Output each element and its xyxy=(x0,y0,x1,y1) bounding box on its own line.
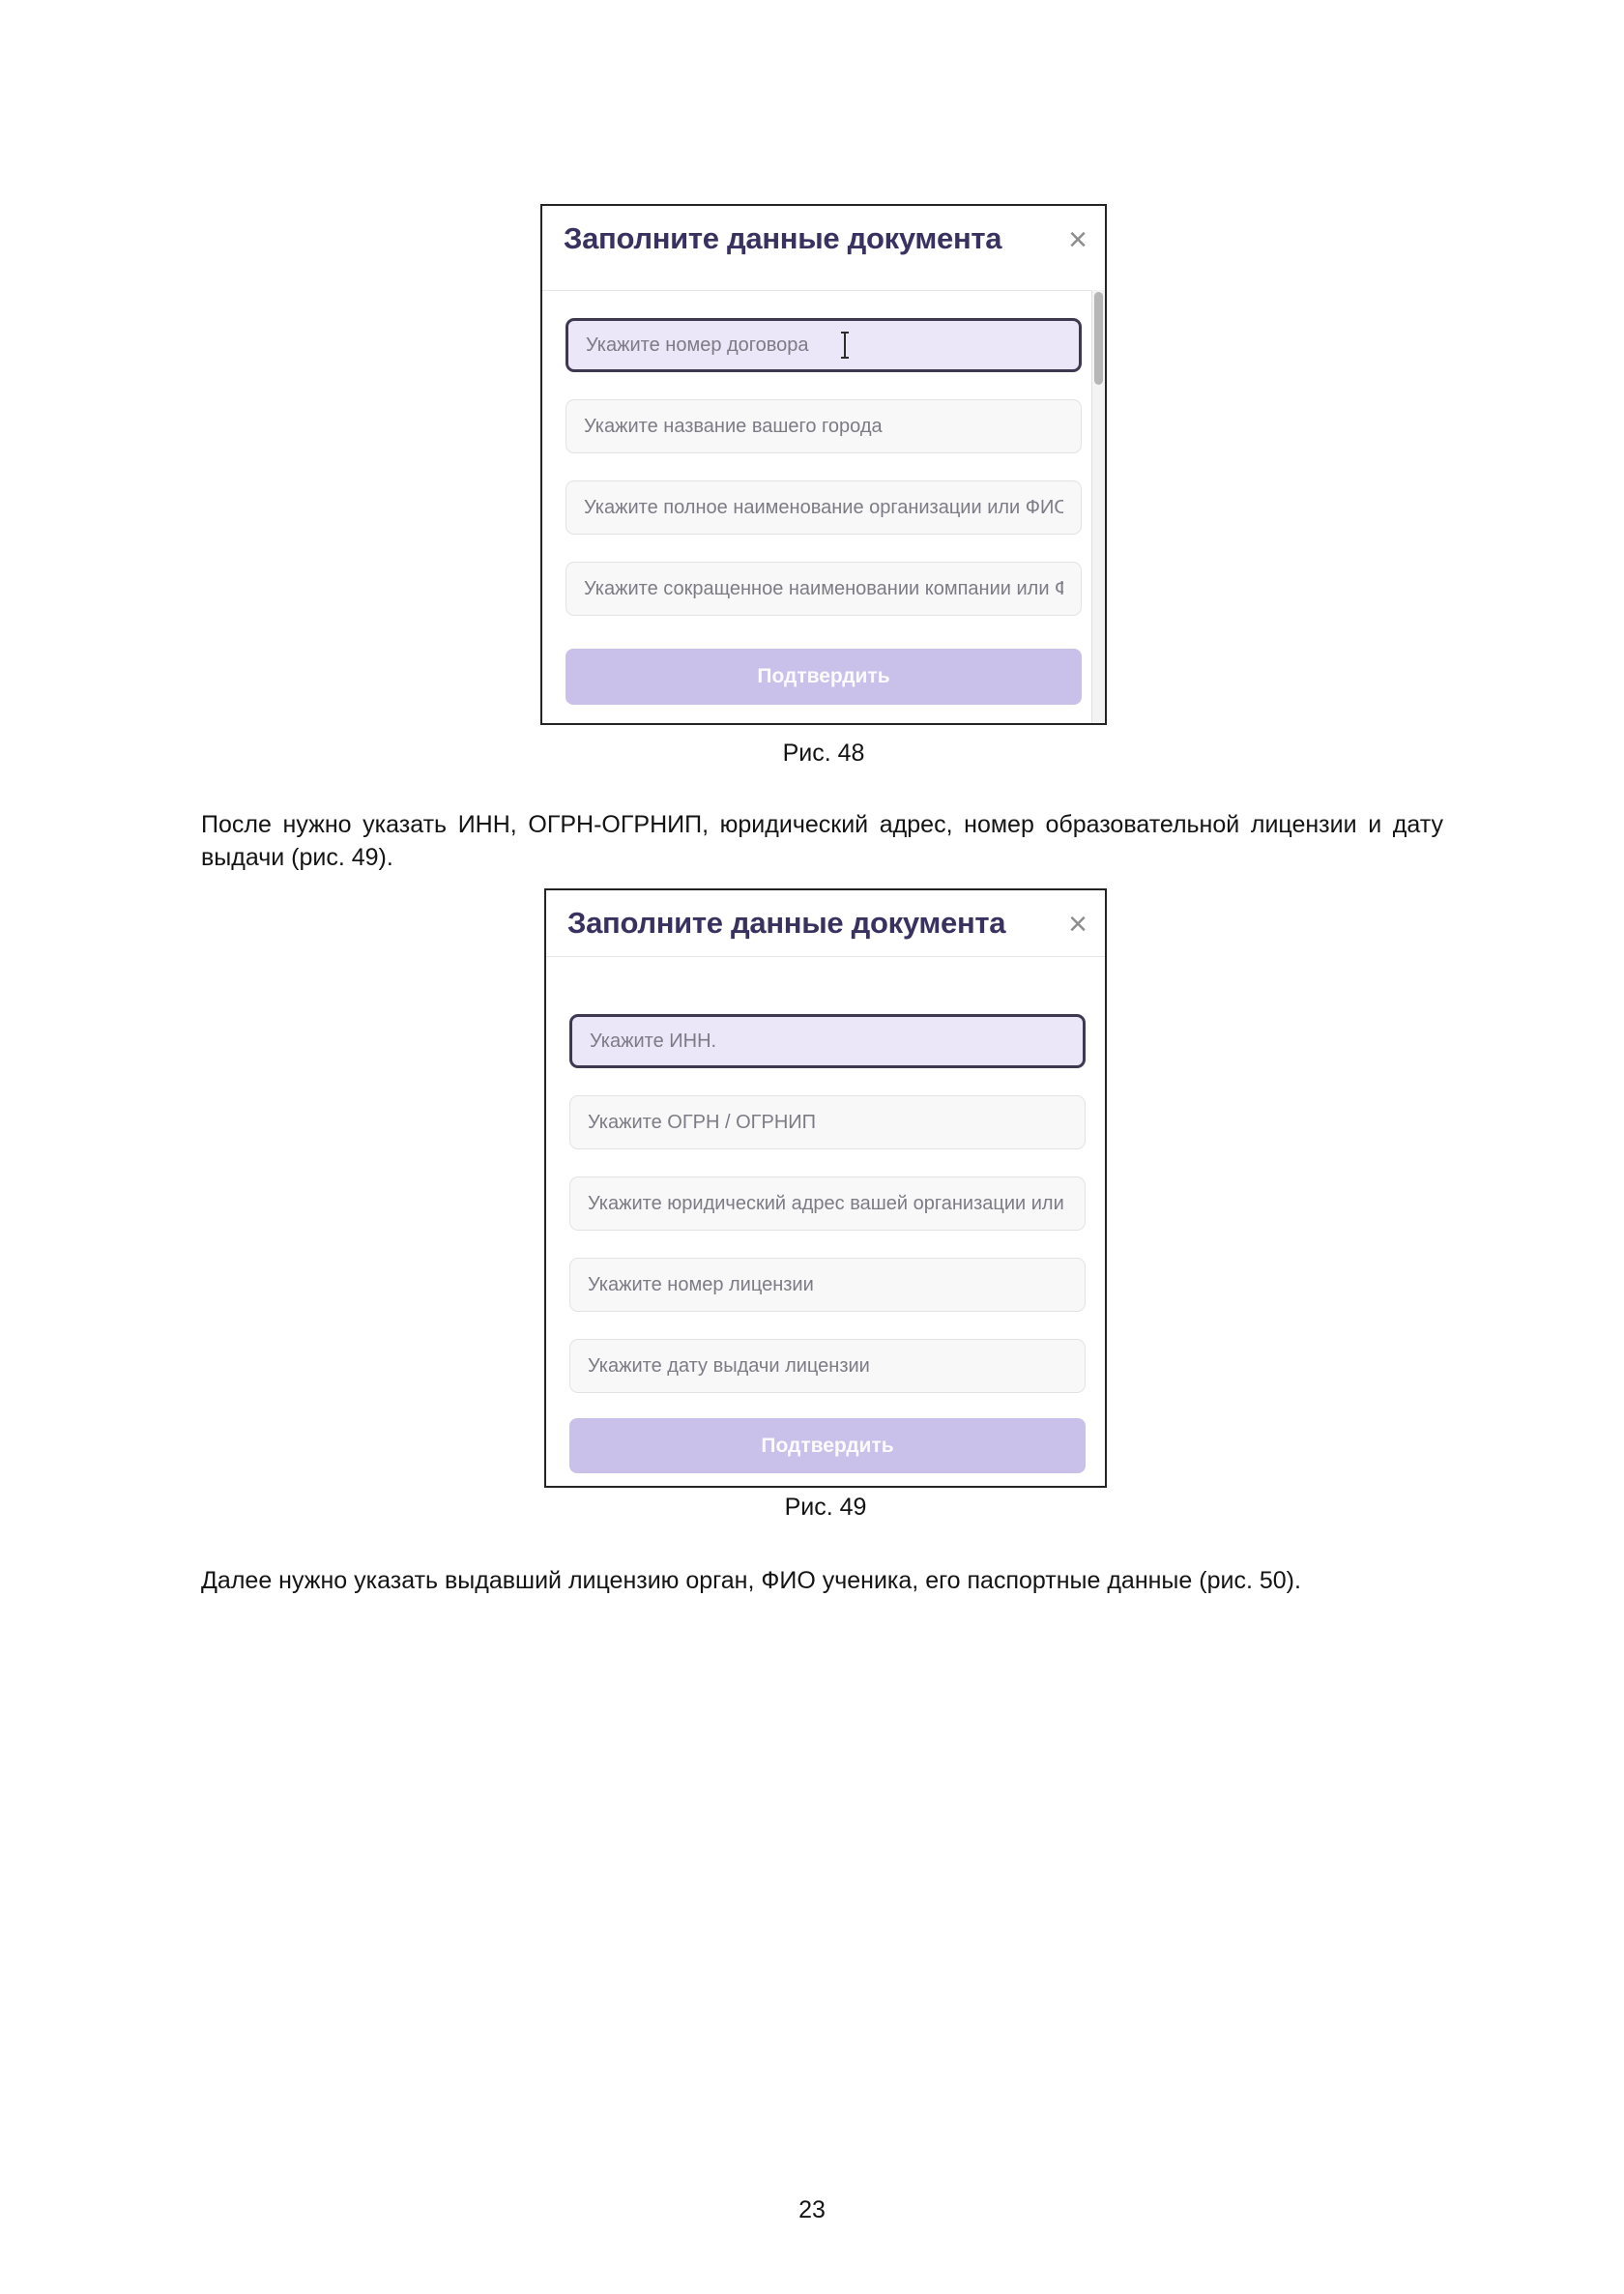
license-date-input[interactable] xyxy=(569,1339,1086,1393)
form-fields xyxy=(569,1014,1086,1420)
body-paragraph-1: После нужно указать ИНН, ОГРН-ОГРНИП, юридический адрес, номер образовательной лицензии и дату выдачи (рис. 49). xyxy=(201,811,1443,871)
header-divider xyxy=(542,290,1105,291)
city-input[interactable] xyxy=(566,399,1082,453)
form-field xyxy=(566,399,1082,453)
header-divider xyxy=(546,956,1105,957)
modal-header xyxy=(546,890,1105,943)
form-field xyxy=(569,1014,1086,1068)
page-number: 23 xyxy=(798,2196,826,2223)
ogrn-input[interactable] xyxy=(569,1095,1086,1149)
modal-title: Заполните данные документа xyxy=(564,221,1002,255)
form-field xyxy=(569,1176,1086,1231)
modal-title: Заполните данные документа xyxy=(567,906,1006,940)
form-fields xyxy=(566,318,1082,643)
legal-address-input[interactable] xyxy=(569,1176,1086,1231)
body-paragraph-2: Далее нужно указать выдавший лицензию орган, ФИО ученика, его паспортные данные (рис. 50). xyxy=(201,1567,1301,1594)
form-field xyxy=(569,1339,1086,1393)
text-cursor-icon xyxy=(838,331,852,360)
form-field xyxy=(569,1095,1086,1149)
form-field xyxy=(566,562,1082,616)
scrollbar-thumb[interactable] xyxy=(1094,292,1103,385)
license-number-input[interactable] xyxy=(569,1258,1086,1312)
figure-caption-49: Рис. 49 xyxy=(784,1494,867,1521)
figure-49-screenshot xyxy=(544,888,1107,1488)
figure-caption-48: Рис. 48 xyxy=(782,740,865,767)
form-field xyxy=(566,480,1082,535)
close-icon[interactable]: × xyxy=(1068,221,1088,258)
confirm-button[interactable]: Подтвердить xyxy=(566,649,1082,705)
figure-48-screenshot xyxy=(540,204,1107,725)
form-field xyxy=(569,1258,1086,1312)
modal-header xyxy=(542,206,1105,258)
contract-number-input[interactable] xyxy=(566,318,1082,372)
confirm-button[interactable]: Подтвердить xyxy=(569,1418,1086,1473)
full-name-input[interactable] xyxy=(566,480,1082,535)
short-name-input[interactable] xyxy=(566,562,1082,616)
inn-input[interactable] xyxy=(569,1014,1086,1068)
scrollbar[interactable] xyxy=(1091,290,1105,723)
form-field xyxy=(566,318,1082,372)
close-icon[interactable]: × xyxy=(1068,906,1088,943)
